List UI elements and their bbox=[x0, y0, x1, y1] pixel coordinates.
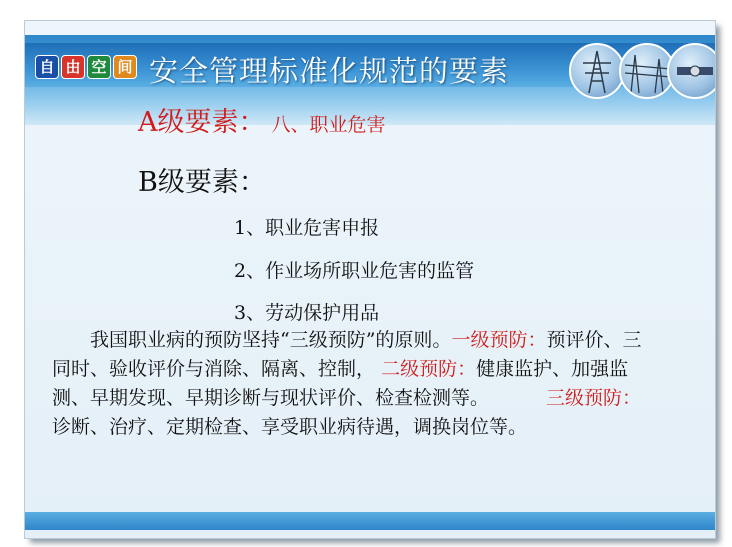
level1-text: 预评价、三同时、验收评价与消除、隔离、控制， bbox=[52, 329, 642, 380]
a-level-line bbox=[138, 100, 386, 139]
list-item: 3、劳动保护用品 bbox=[234, 302, 380, 324]
logo-char: 间 bbox=[113, 55, 137, 79]
list-item: 2、作业场所职业危害的监管 bbox=[234, 260, 475, 282]
paragraph-intro: 我国职业病的预防坚持“三级预防”的原则。 bbox=[90, 329, 452, 351]
a-level-value: 八、职业危害 bbox=[271, 114, 386, 136]
b-level-label: B级要素： bbox=[138, 167, 266, 198]
level2-label: 二级预防： bbox=[381, 358, 477, 380]
power-tower-photo bbox=[569, 43, 625, 99]
satellite-photo bbox=[667, 43, 716, 99]
footer-bar bbox=[25, 512, 715, 530]
level3-label: 三级预防： bbox=[546, 387, 642, 409]
level1-label: 一级预防： bbox=[451, 329, 547, 351]
logo-char: 由 bbox=[61, 55, 85, 79]
logo-char: 自 bbox=[35, 55, 59, 79]
level2-text: 健康监护、加强监测、早期发现、早期诊断与现状评价、检查检测等。 bbox=[52, 358, 629, 409]
slide-title: 安全管理标准化规范的要素 bbox=[149, 54, 510, 88]
a-level-label: A级要素： bbox=[138, 107, 266, 138]
level3-text: 诊断、治疗、定期检查、享受职业病待遇，调换岗位等。 bbox=[52, 416, 528, 438]
prevention-paragraph bbox=[52, 326, 642, 442]
logo bbox=[35, 55, 137, 77]
list-item: 1、职业危害申报 bbox=[234, 217, 380, 239]
logo-char: 空 bbox=[87, 55, 111, 79]
